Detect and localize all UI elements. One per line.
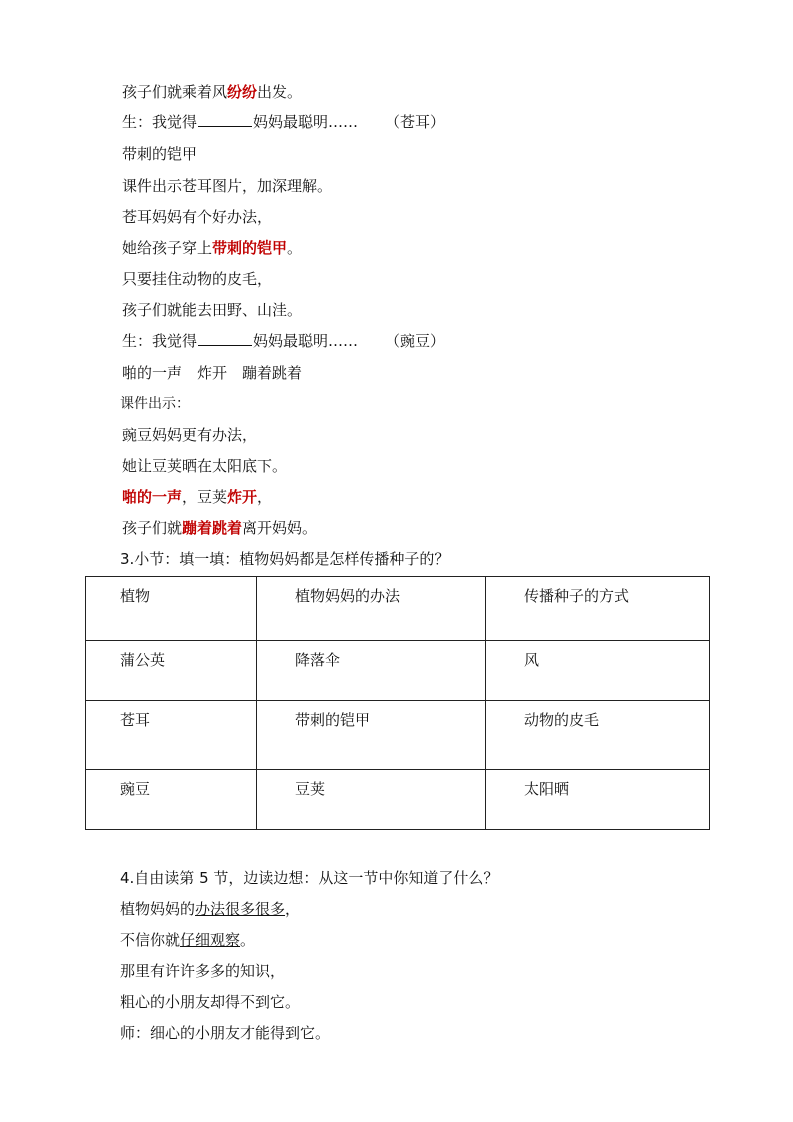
text-line: 粗心的小朋友却得不到它。 (120, 993, 301, 1011)
highlight-text: 啪的一声 (122, 488, 183, 506)
table-cell: 豆荚 (295, 780, 326, 798)
underlined-text: 仔细观察 (180, 931, 241, 949)
table-cell: 苍耳 (120, 711, 151, 729)
table-cell: 带刺的铠甲 (295, 711, 371, 729)
text-line: 啪的一声 炸开 蹦着跳着 (122, 364, 303, 382)
text-line (122, 331, 452, 351)
text-segment: 。 (287, 239, 303, 257)
text-segment: 生：我觉得 (122, 113, 198, 131)
text-line: 带刺的铠甲 (122, 145, 198, 163)
text-line (122, 518, 317, 538)
highlight-text: 纷纷 (227, 83, 258, 101)
text-segment: 不信你就 (120, 931, 181, 949)
table-cell: 降落伞 (295, 651, 341, 669)
text-segment: 妈妈最聪明…… (253, 332, 359, 350)
answer-note: （豌豆） (385, 332, 446, 350)
text-line: 那里有许许多多的知识， (120, 962, 286, 980)
highlight-text: 带刺的铠甲 (212, 239, 288, 257)
highlight-text: 炸开 (227, 488, 258, 506)
table-cell: 风 (524, 651, 540, 669)
table-header-cell: 植物 (120, 587, 151, 605)
fill-blank (198, 112, 252, 127)
text-line: 她让豆荚晒在太阳底下。 (122, 457, 288, 475)
table-cell: 蒲公英 (120, 651, 166, 669)
text-line: 师：细心的小朋友才能得到它。 (120, 1024, 331, 1042)
text-segment: 生：我觉得 (122, 332, 198, 350)
table-row (86, 770, 710, 830)
text-segment: ， (257, 488, 273, 506)
table-cell: 动物的皮毛 (524, 711, 600, 729)
seed-table (85, 576, 710, 830)
text-segment: ，豆荚 (182, 488, 228, 506)
text-segment: 植物妈妈的 (120, 900, 196, 918)
fill-blank (198, 331, 252, 346)
text-line: 课件出示苍耳图片，加深理解。 (122, 177, 333, 195)
underlined-text: 办法很多很多 (195, 900, 286, 918)
table-header-cell: 传播种子的方式 (524, 587, 630, 605)
text-line: 豌豆妈妈更有办法， (122, 426, 258, 444)
text-line (120, 899, 300, 919)
text-line: 苍耳妈妈有个好办法， (122, 208, 273, 226)
table-cell: 太阳晒 (524, 780, 570, 798)
text-line: 课件出示： (120, 396, 190, 412)
text-line (122, 82, 302, 102)
table-row (86, 641, 710, 701)
text-segment: 。 (240, 931, 256, 949)
text-line: 只要挂住动物的皮毛， (122, 270, 273, 288)
text-segment: 离开妈妈。 (242, 519, 318, 537)
section-heading: 3.小节：填一填：植物妈妈都是怎样传播种子的？ (120, 550, 450, 568)
answer-note: （苍耳） (385, 113, 446, 131)
text-segment: 孩子们就 (122, 519, 183, 537)
highlight-text: 蹦着跳着 (182, 519, 243, 537)
table-row (86, 701, 710, 770)
text-line: 孩子们就能去田野、山洼。 (122, 301, 303, 319)
table-cell: 豌豆 (120, 780, 151, 798)
text-line (122, 238, 302, 258)
section-heading: 4.自由读第 5 节，边读边想：从这一节中你知道了什么？ (120, 869, 499, 887)
text-segment: 妈妈最聪明…… (253, 113, 359, 131)
text-line (122, 112, 452, 132)
table-header-row (86, 577, 710, 641)
table-header-cell: 植物妈妈的办法 (295, 587, 401, 605)
text-segment: 孩子们就乘着风 (122, 83, 228, 101)
text-line (122, 487, 272, 507)
text-segment: ， (285, 900, 301, 918)
text-line (120, 930, 255, 950)
text-segment: 她给孩子穿上 (122, 239, 213, 257)
text-segment: 出发。 (257, 83, 303, 101)
